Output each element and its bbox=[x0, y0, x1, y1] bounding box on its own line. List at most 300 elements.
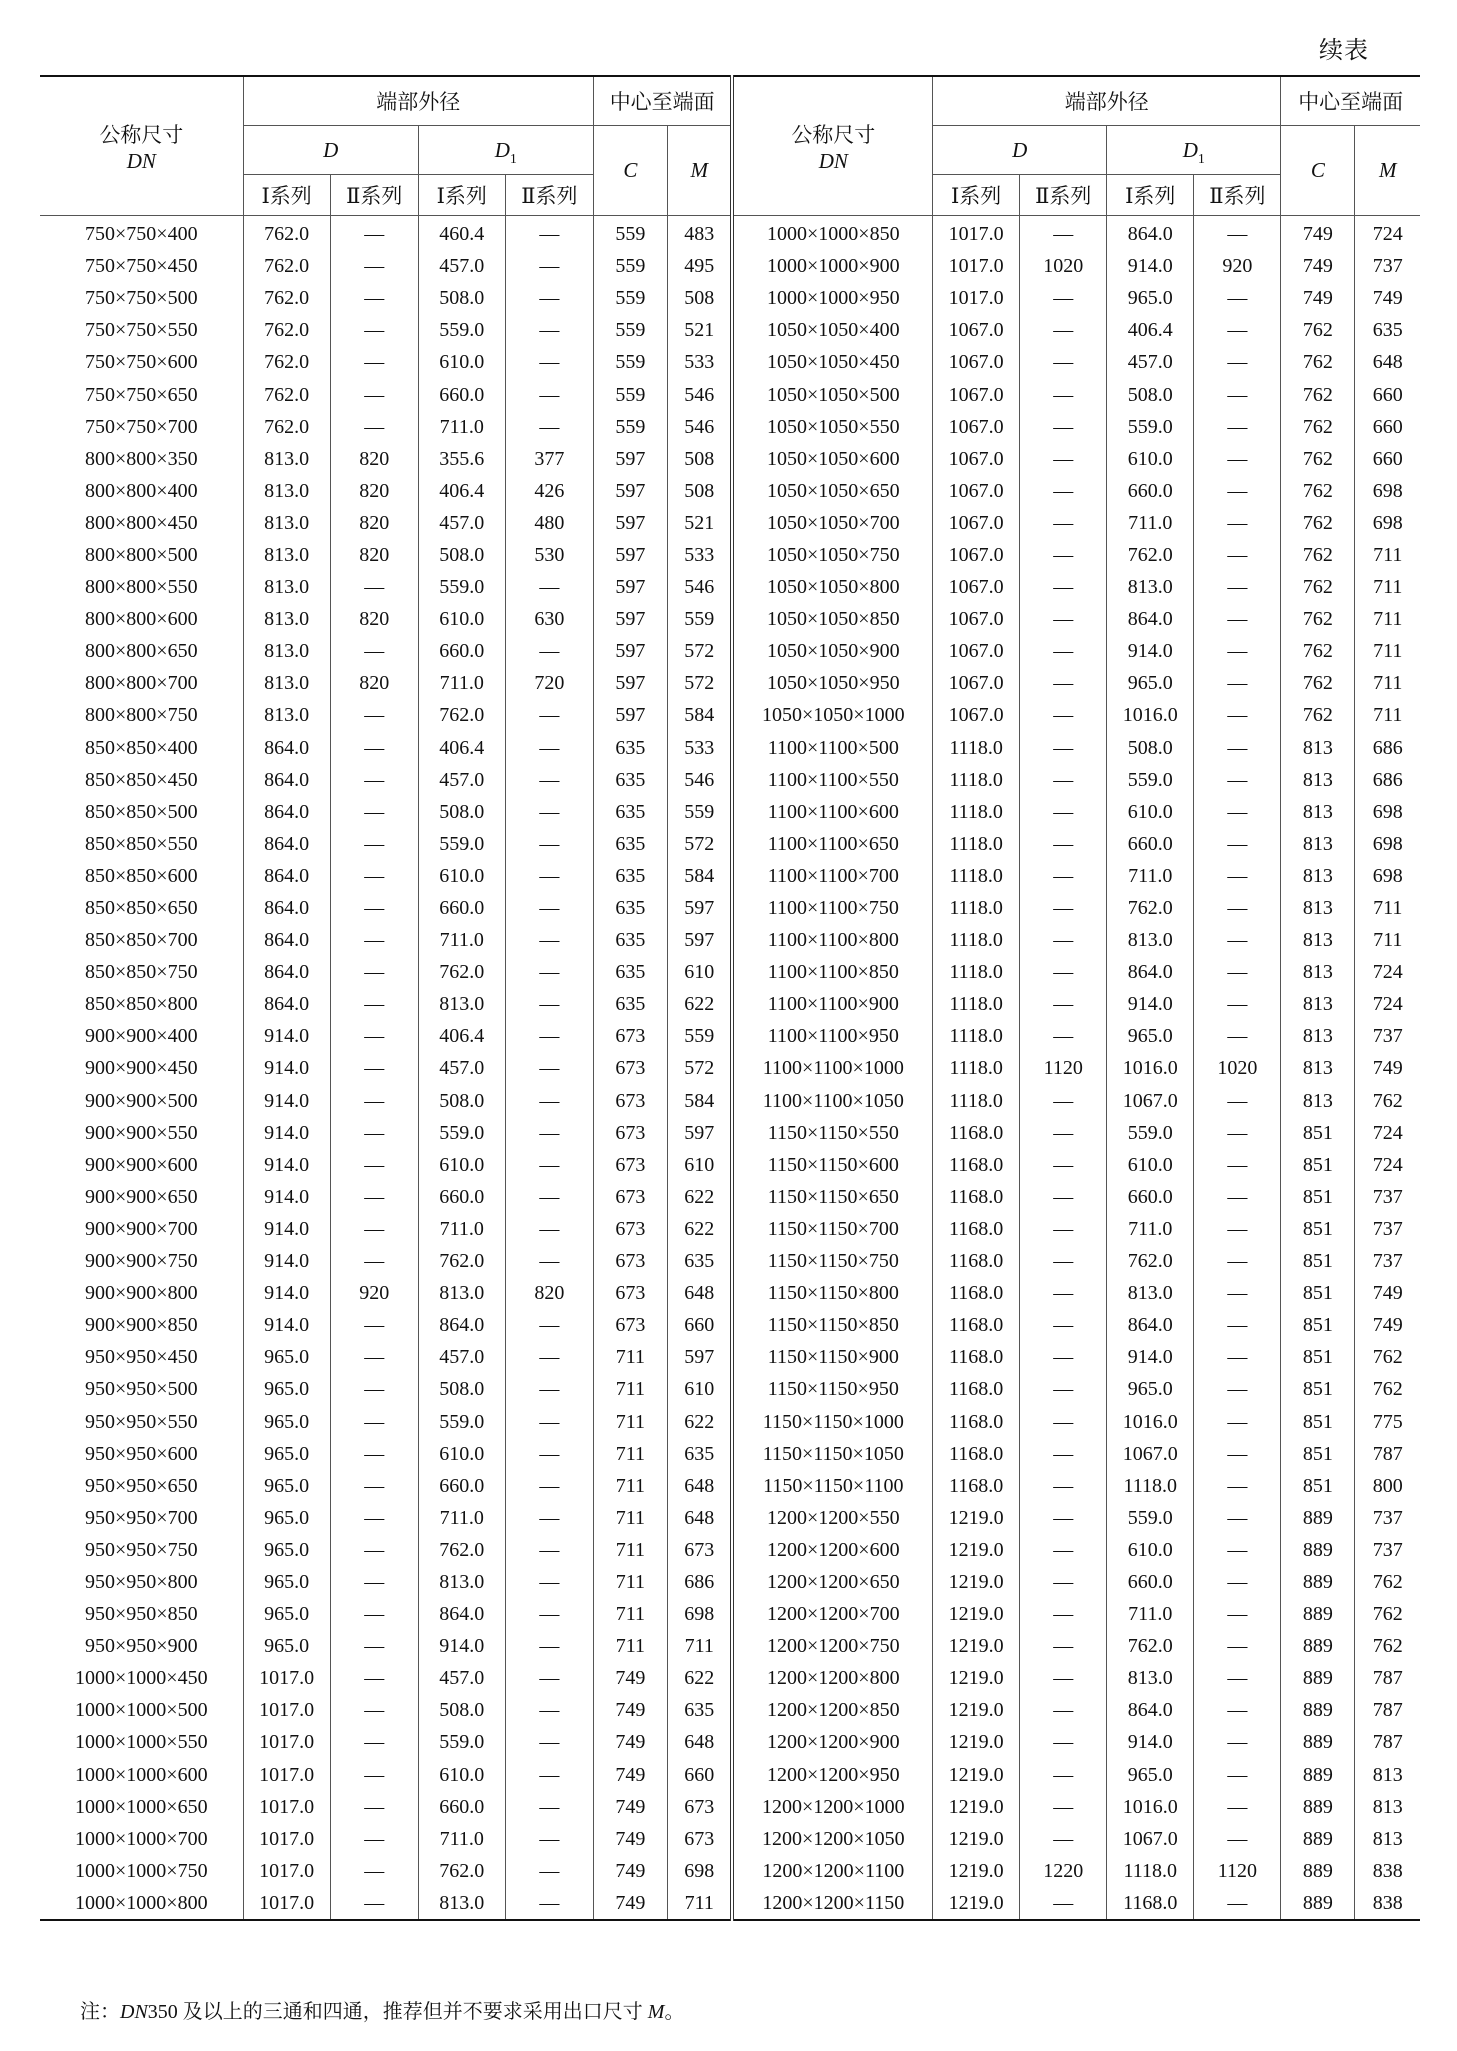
cell-d-series1-right: 1168.0 bbox=[933, 1213, 1020, 1245]
cell-d-series1-right: 1118.0 bbox=[933, 892, 1020, 924]
cell-dn-right: 1050×1050×450 bbox=[732, 346, 932, 378]
cell-d-series1: 965.0 bbox=[243, 1566, 330, 1598]
cell-m-right: 660 bbox=[1355, 378, 1420, 410]
cell-d-series2: — bbox=[330, 282, 418, 314]
note-dn: DN bbox=[120, 2001, 148, 2023]
cell-d-series2-right: — bbox=[1020, 507, 1107, 539]
cell-dn-right: 1150×1150×1050 bbox=[732, 1438, 932, 1470]
cell-c-right: 889 bbox=[1281, 1791, 1355, 1823]
cell-d-series2-right: — bbox=[1020, 314, 1107, 346]
cell-d1-series1-right: 1118.0 bbox=[1107, 1855, 1194, 1887]
cell-d1-series1-right: 660.0 bbox=[1107, 1181, 1194, 1213]
cell-d1-series1: 660.0 bbox=[418, 1470, 505, 1502]
cell-d-series1: 813.0 bbox=[243, 635, 330, 667]
cell-d1-series2-right: — bbox=[1194, 346, 1281, 378]
cell-d1-series1-right: 762.0 bbox=[1107, 1630, 1194, 1662]
cell-d-series2-right: 1120 bbox=[1020, 1052, 1107, 1084]
cell-d1-series1-right: 914.0 bbox=[1107, 635, 1194, 667]
cell-dn-right: 1200×1200×600 bbox=[732, 1534, 932, 1566]
cell-dn-right: 1050×1050×600 bbox=[732, 443, 932, 475]
cell-d1-series2: — bbox=[505, 732, 593, 764]
cell-d-series1-right: 1219.0 bbox=[933, 1694, 1020, 1726]
cell-c: 559 bbox=[593, 378, 667, 410]
cell-d1-series2-right: — bbox=[1194, 216, 1281, 251]
cell-d-series1: 762.0 bbox=[243, 282, 330, 314]
cell-dn: 850×850×500 bbox=[40, 796, 243, 828]
cell-m: 660 bbox=[667, 1759, 732, 1791]
cell-d1-series1: 559.0 bbox=[418, 571, 505, 603]
cell-d1-series1: 355.6 bbox=[418, 443, 505, 475]
cell-dn: 1000×1000×700 bbox=[40, 1823, 243, 1855]
cell-d1-series1: 914.0 bbox=[418, 1630, 505, 1662]
cell-dn-right: 1050×1050×850 bbox=[732, 603, 932, 635]
cell-c: 749 bbox=[593, 1726, 667, 1758]
cell-d-series1-right: 1118.0 bbox=[933, 796, 1020, 828]
cell-d1-series2: — bbox=[505, 571, 593, 603]
cell-dn: 750×750×450 bbox=[40, 250, 243, 282]
cell-c-right: 851 bbox=[1281, 1277, 1355, 1309]
cell-m-right: 711 bbox=[1355, 635, 1420, 667]
cell-d-series2-right: — bbox=[1020, 1438, 1107, 1470]
cell-d1-series2-right: — bbox=[1194, 1630, 1281, 1662]
cell-d1-series1-right: 864.0 bbox=[1107, 216, 1194, 251]
cell-c: 635 bbox=[593, 764, 667, 796]
cell-c: 635 bbox=[593, 988, 667, 1020]
cell-m-right: 749 bbox=[1355, 282, 1420, 314]
cell-m: 698 bbox=[667, 1598, 732, 1630]
cell-d-series2: — bbox=[330, 1405, 418, 1437]
cell-c-right: 889 bbox=[1281, 1566, 1355, 1598]
cell-c-right: 813 bbox=[1281, 764, 1355, 796]
cell-d-series2: — bbox=[330, 378, 418, 410]
cell-d1-series2: — bbox=[505, 1213, 593, 1245]
cell-d-series1-right: 1067.0 bbox=[933, 603, 1020, 635]
cell-m-right: 813 bbox=[1355, 1823, 1420, 1855]
cell-d-series2: — bbox=[330, 1630, 418, 1662]
table-row bbox=[40, 1052, 1420, 1084]
cell-d-series1-right: 1118.0 bbox=[933, 1020, 1020, 1052]
header-m-right: M bbox=[1355, 126, 1420, 216]
cell-m: 584 bbox=[667, 699, 732, 731]
note-m: M bbox=[647, 2001, 665, 2023]
cell-d1-series2-right: — bbox=[1194, 507, 1281, 539]
header-nominal-size bbox=[40, 76, 243, 216]
cell-d-series1-right: 1168.0 bbox=[933, 1373, 1020, 1405]
cell-c-right: 813 bbox=[1281, 1052, 1355, 1084]
cell-m-right: 698 bbox=[1355, 507, 1420, 539]
cell-m-right: 737 bbox=[1355, 1181, 1420, 1213]
cell-d-series2: — bbox=[330, 1662, 418, 1694]
cell-d1-series1-right: 559.0 bbox=[1107, 764, 1194, 796]
cell-d1-series1-right: 965.0 bbox=[1107, 667, 1194, 699]
cell-d-series2: 820 bbox=[330, 539, 418, 571]
cell-d-series1: 914.0 bbox=[243, 1277, 330, 1309]
cell-d-series2: — bbox=[330, 988, 418, 1020]
cell-d-series1-right: 1219.0 bbox=[933, 1855, 1020, 1887]
cell-dn: 900×900×400 bbox=[40, 1020, 243, 1052]
cell-c-right: 813 bbox=[1281, 1085, 1355, 1117]
cell-dn: 800×800×450 bbox=[40, 507, 243, 539]
cell-c: 597 bbox=[593, 475, 667, 507]
cell-c-right: 749 bbox=[1281, 282, 1355, 314]
table-row bbox=[40, 667, 1420, 699]
cell-d1-series2: — bbox=[505, 1791, 593, 1823]
cell-dn-right: 1050×1050×500 bbox=[732, 378, 932, 410]
cell-dn-right: 1200×1200×900 bbox=[732, 1726, 932, 1758]
cell-d-series1-right: 1067.0 bbox=[933, 378, 1020, 410]
cell-d1-series2: 820 bbox=[505, 1277, 593, 1309]
cell-d-series1: 813.0 bbox=[243, 539, 330, 571]
cell-dn-right: 1050×1050×800 bbox=[732, 571, 932, 603]
cell-c: 711 bbox=[593, 1534, 667, 1566]
cell-c: 597 bbox=[593, 443, 667, 475]
cell-d1-series2: — bbox=[505, 1534, 593, 1566]
table-row bbox=[40, 699, 1420, 731]
cell-m: 610 bbox=[667, 1149, 732, 1181]
cell-c: 749 bbox=[593, 1662, 667, 1694]
cell-d1-series1-right: 559.0 bbox=[1107, 1117, 1194, 1149]
cell-m-right: 660 bbox=[1355, 443, 1420, 475]
cell-d-series1: 914.0 bbox=[243, 1181, 330, 1213]
cell-d-series2-right: — bbox=[1020, 1277, 1107, 1309]
cell-d1-series2-right: — bbox=[1194, 1117, 1281, 1149]
header-d1 bbox=[418, 126, 593, 175]
cell-m: 546 bbox=[667, 378, 732, 410]
cell-d1-series1-right: 1067.0 bbox=[1107, 1823, 1194, 1855]
cell-d1-series2-right: — bbox=[1194, 1181, 1281, 1213]
cell-m: 597 bbox=[667, 1341, 732, 1373]
cell-d-series2-right: — bbox=[1020, 1213, 1107, 1245]
cell-m-right: 698 bbox=[1355, 860, 1420, 892]
cell-d1-series1-right: 762.0 bbox=[1107, 892, 1194, 924]
cell-d1-series2-right: — bbox=[1194, 1470, 1281, 1502]
cell-c-right: 762 bbox=[1281, 635, 1355, 667]
cell-m-right: 737 bbox=[1355, 250, 1420, 282]
cell-dn-right: 1200×1200×700 bbox=[732, 1598, 932, 1630]
header-nominal-size-label: 公称尺寸 bbox=[99, 122, 184, 147]
cell-d1-series1: 660.0 bbox=[418, 892, 505, 924]
cell-d1-series1-right: 914.0 bbox=[1107, 1726, 1194, 1758]
cell-d1-series2: — bbox=[505, 1823, 593, 1855]
cell-d-series1-right: 1168.0 bbox=[933, 1181, 1020, 1213]
header-d1-sub: 1 bbox=[1197, 151, 1205, 167]
cell-d1-series1: 660.0 bbox=[418, 378, 505, 410]
cell-d-series1-right: 1118.0 bbox=[933, 764, 1020, 796]
cell-m: 610 bbox=[667, 1373, 732, 1405]
cell-d1-series2: — bbox=[505, 796, 593, 828]
table-row bbox=[40, 1277, 1420, 1309]
cell-d1-series2: — bbox=[505, 764, 593, 796]
cell-d-series1: 813.0 bbox=[243, 443, 330, 475]
cell-c: 597 bbox=[593, 699, 667, 731]
cell-d1-series2-right: — bbox=[1194, 571, 1281, 603]
cell-d1-series2-right: 920 bbox=[1194, 250, 1281, 282]
cell-d-series1: 762.0 bbox=[243, 378, 330, 410]
cell-c-right: 851 bbox=[1281, 1149, 1355, 1181]
cell-d-series2-right: — bbox=[1020, 988, 1107, 1020]
cell-d1-series1: 610.0 bbox=[418, 1438, 505, 1470]
header-d-right: D bbox=[933, 126, 1107, 175]
cell-c-right: 851 bbox=[1281, 1213, 1355, 1245]
cell-dn: 950×950×650 bbox=[40, 1470, 243, 1502]
cell-m-right: 724 bbox=[1355, 988, 1420, 1020]
cell-c: 635 bbox=[593, 860, 667, 892]
cell-dn-right: 1200×1200×850 bbox=[732, 1694, 932, 1726]
cell-d1-series1: 813.0 bbox=[418, 988, 505, 1020]
cell-m: 648 bbox=[667, 1470, 732, 1502]
cell-d-series2: — bbox=[330, 1887, 418, 1920]
cell-m-right: 749 bbox=[1355, 1277, 1420, 1309]
cell-d-series1: 864.0 bbox=[243, 764, 330, 796]
cell-c: 673 bbox=[593, 1149, 667, 1181]
cell-d-series1-right: 1067.0 bbox=[933, 539, 1020, 571]
cell-d-series1: 1017.0 bbox=[243, 1855, 330, 1887]
cell-c-right: 749 bbox=[1281, 216, 1355, 251]
cell-m: 622 bbox=[667, 988, 732, 1020]
cell-d-series2-right: — bbox=[1020, 1534, 1107, 1566]
cell-d-series1-right: 1118.0 bbox=[933, 828, 1020, 860]
cell-d-series1-right: 1067.0 bbox=[933, 635, 1020, 667]
cell-d-series2-right: — bbox=[1020, 571, 1107, 603]
cell-d-series2-right: — bbox=[1020, 1117, 1107, 1149]
cell-d1-series1: 610.0 bbox=[418, 603, 505, 635]
cell-d-series1: 965.0 bbox=[243, 1630, 330, 1662]
cell-d-series2: — bbox=[330, 250, 418, 282]
cell-d-series1: 965.0 bbox=[243, 1373, 330, 1405]
cell-d-series2-right: — bbox=[1020, 860, 1107, 892]
cell-dn-right: 1100×1100×850 bbox=[732, 956, 932, 988]
cell-d-series1-right: 1219.0 bbox=[933, 1598, 1020, 1630]
cell-d1-series2: — bbox=[505, 1085, 593, 1117]
cell-d-series2-right: — bbox=[1020, 1149, 1107, 1181]
cell-dn-right: 1100×1100×900 bbox=[732, 988, 932, 1020]
cell-d-series2-right: — bbox=[1020, 699, 1107, 731]
cell-d1-series1-right: 864.0 bbox=[1107, 603, 1194, 635]
cell-dn: 900×900×650 bbox=[40, 1181, 243, 1213]
cell-d1-series2-right: — bbox=[1194, 1341, 1281, 1373]
cell-c-right: 851 bbox=[1281, 1245, 1355, 1277]
cell-m: 597 bbox=[667, 892, 732, 924]
cell-d-series2: — bbox=[330, 411, 418, 443]
cell-d-series2-right: — bbox=[1020, 1726, 1107, 1758]
cell-d1-series2: 426 bbox=[505, 475, 593, 507]
cell-d1-series1: 610.0 bbox=[418, 1759, 505, 1791]
cell-d1-series1: 610.0 bbox=[418, 1149, 505, 1181]
cell-dn: 1000×1000×500 bbox=[40, 1694, 243, 1726]
table-row bbox=[40, 796, 1420, 828]
cell-m-right: 635 bbox=[1355, 314, 1420, 346]
cell-d-series1-right: 1219.0 bbox=[933, 1502, 1020, 1534]
cell-d-series1-right: 1219.0 bbox=[933, 1662, 1020, 1694]
cell-dn: 850×850×400 bbox=[40, 732, 243, 764]
cell-c: 597 bbox=[593, 539, 667, 571]
cell-d1-series2-right: — bbox=[1194, 828, 1281, 860]
cell-d-series1: 762.0 bbox=[243, 314, 330, 346]
cell-dn: 850×850×450 bbox=[40, 764, 243, 796]
cell-c-right: 813 bbox=[1281, 956, 1355, 988]
cell-d-series1-right: 1067.0 bbox=[933, 667, 1020, 699]
cell-d-series1: 762.0 bbox=[243, 411, 330, 443]
cell-d1-series2: — bbox=[505, 1438, 593, 1470]
cell-c-right: 762 bbox=[1281, 507, 1355, 539]
cell-dn-right: 1000×1000×850 bbox=[732, 216, 932, 251]
cell-d-series2: — bbox=[330, 314, 418, 346]
cell-d-series2: — bbox=[330, 732, 418, 764]
table-row bbox=[40, 892, 1420, 924]
table-row bbox=[40, 635, 1420, 667]
cell-m: 572 bbox=[667, 1052, 732, 1084]
cell-d-series1: 965.0 bbox=[243, 1534, 330, 1566]
table-row bbox=[40, 314, 1420, 346]
cell-d-series1: 965.0 bbox=[243, 1438, 330, 1470]
cell-m-right: 648 bbox=[1355, 346, 1420, 378]
cell-c: 673 bbox=[593, 1213, 667, 1245]
cell-d-series2-right: — bbox=[1020, 1181, 1107, 1213]
cell-d-series1: 864.0 bbox=[243, 796, 330, 828]
header-d-series1-right: Ⅰ系列 bbox=[933, 175, 1020, 216]
cell-m-right: 686 bbox=[1355, 764, 1420, 796]
header-d: D bbox=[243, 126, 418, 175]
table-row bbox=[40, 1759, 1420, 1791]
cell-c: 673 bbox=[593, 1052, 667, 1084]
cell-dn: 800×800×700 bbox=[40, 667, 243, 699]
cell-d1-series2: — bbox=[505, 378, 593, 410]
cell-m: 660 bbox=[667, 1309, 732, 1341]
cell-c: 749 bbox=[593, 1823, 667, 1855]
cell-d-series2-right: 1020 bbox=[1020, 250, 1107, 282]
cell-c-right: 813 bbox=[1281, 892, 1355, 924]
cell-c: 673 bbox=[593, 1245, 667, 1277]
header-dn-label: DN bbox=[126, 148, 156, 173]
cell-m: 610 bbox=[667, 956, 732, 988]
cell-c-right: 889 bbox=[1281, 1502, 1355, 1534]
cell-m: 673 bbox=[667, 1534, 732, 1566]
cell-c-right: 889 bbox=[1281, 1694, 1355, 1726]
header-center-to-end: 中心至端面 bbox=[593, 76, 732, 126]
cell-c: 559 bbox=[593, 216, 667, 251]
header-d1-sub: 1 bbox=[509, 151, 517, 167]
cell-d-series2: 820 bbox=[330, 603, 418, 635]
cell-d1-series1-right: 1016.0 bbox=[1107, 1052, 1194, 1084]
cell-c: 635 bbox=[593, 924, 667, 956]
cell-d1-series1: 610.0 bbox=[418, 346, 505, 378]
cell-c-right: 762 bbox=[1281, 667, 1355, 699]
cell-d-series2: — bbox=[330, 1213, 418, 1245]
cell-d1-series2: — bbox=[505, 1598, 593, 1630]
table-row bbox=[40, 1438, 1420, 1470]
cell-d-series1-right: 1168.0 bbox=[933, 1309, 1020, 1341]
cell-d-series1: 1017.0 bbox=[243, 1759, 330, 1791]
cell-m: 673 bbox=[667, 1791, 732, 1823]
cell-d1-series2-right: — bbox=[1194, 892, 1281, 924]
cell-d1-series2-right: — bbox=[1194, 667, 1281, 699]
cell-m-right: 737 bbox=[1355, 1534, 1420, 1566]
cell-d-series1: 813.0 bbox=[243, 603, 330, 635]
cell-d1-series1-right: 1067.0 bbox=[1107, 1438, 1194, 1470]
cell-d1-series1: 406.4 bbox=[418, 1020, 505, 1052]
table-row bbox=[40, 603, 1420, 635]
cell-d1-series1: 711.0 bbox=[418, 1502, 505, 1534]
cell-d-series2: — bbox=[330, 1373, 418, 1405]
cell-d-series2-right: — bbox=[1020, 1823, 1107, 1855]
cell-d-series2: — bbox=[330, 346, 418, 378]
cell-dn-right: 1150×1150×700 bbox=[732, 1213, 932, 1245]
cell-d-series1-right: 1118.0 bbox=[933, 1052, 1020, 1084]
cell-d-series2: — bbox=[330, 216, 418, 251]
note-prefix: 注： bbox=[80, 2001, 120, 2023]
cell-m: 597 bbox=[667, 1117, 732, 1149]
cell-d-series2-right: — bbox=[1020, 1791, 1107, 1823]
header-c-right: C bbox=[1281, 126, 1355, 216]
cell-dn: 800×800×550 bbox=[40, 571, 243, 603]
cell-d1-series2: — bbox=[505, 411, 593, 443]
cell-d1-series1-right: 1016.0 bbox=[1107, 699, 1194, 731]
cell-m: 572 bbox=[667, 828, 732, 860]
cell-d1-series2: — bbox=[505, 346, 593, 378]
cell-d1-series2-right: — bbox=[1194, 282, 1281, 314]
cell-dn-right: 1100×1100×800 bbox=[732, 924, 932, 956]
cell-d1-series2-right: — bbox=[1194, 1149, 1281, 1181]
cell-c-right: 851 bbox=[1281, 1181, 1355, 1213]
cell-m: 673 bbox=[667, 1823, 732, 1855]
table-row bbox=[40, 1502, 1420, 1534]
cell-m-right: 737 bbox=[1355, 1502, 1420, 1534]
cell-d-series2-right: — bbox=[1020, 796, 1107, 828]
cell-d1-series1-right: 406.4 bbox=[1107, 314, 1194, 346]
cell-d1-series1: 457.0 bbox=[418, 1341, 505, 1373]
cell-d-series1-right: 1219.0 bbox=[933, 1726, 1020, 1758]
cell-c: 673 bbox=[593, 1181, 667, 1213]
cell-dn: 900×900×850 bbox=[40, 1309, 243, 1341]
cell-d-series2-right: — bbox=[1020, 956, 1107, 988]
cell-d1-series1-right: 559.0 bbox=[1107, 1502, 1194, 1534]
cell-d1-series1-right: 1118.0 bbox=[1107, 1470, 1194, 1502]
note-suffix: 。 bbox=[664, 2001, 685, 2023]
cell-d-series1-right: 1168.0 bbox=[933, 1149, 1020, 1181]
table-header bbox=[40, 76, 1420, 216]
cell-d1-series1-right: 610.0 bbox=[1107, 1149, 1194, 1181]
cell-m-right: 787 bbox=[1355, 1726, 1420, 1758]
table-row bbox=[40, 1341, 1420, 1373]
cell-d-series1: 813.0 bbox=[243, 475, 330, 507]
cell-dn-right: 1100×1100×750 bbox=[732, 892, 932, 924]
cell-d1-series2-right: — bbox=[1194, 764, 1281, 796]
cell-dn-right: 1000×1000×900 bbox=[732, 250, 932, 282]
cell-d1-series1: 457.0 bbox=[418, 764, 505, 796]
cell-d1-series2: — bbox=[505, 892, 593, 924]
cell-c: 711 bbox=[593, 1405, 667, 1437]
cell-m: 584 bbox=[667, 1085, 732, 1117]
cell-d1-series1: 457.0 bbox=[418, 1052, 505, 1084]
cell-d-series2: 820 bbox=[330, 475, 418, 507]
cell-d-series1: 864.0 bbox=[243, 956, 330, 988]
cell-d-series2-right: — bbox=[1020, 1759, 1107, 1791]
cell-dn-right: 1050×1050×650 bbox=[732, 475, 932, 507]
cell-d1-series2-right: 1020 bbox=[1194, 1052, 1281, 1084]
cell-d-series1-right: 1017.0 bbox=[933, 216, 1020, 251]
cell-d1-series2: — bbox=[505, 1662, 593, 1694]
cell-m-right: 749 bbox=[1355, 1052, 1420, 1084]
cell-d1-series1: 559.0 bbox=[418, 1405, 505, 1437]
cell-d-series2: 820 bbox=[330, 667, 418, 699]
cell-m-right: 737 bbox=[1355, 1245, 1420, 1277]
cell-m-right: 686 bbox=[1355, 732, 1420, 764]
cell-d1-series1-right: 965.0 bbox=[1107, 1020, 1194, 1052]
cell-d-series2: 820 bbox=[330, 443, 418, 475]
cell-d1-series2: — bbox=[505, 699, 593, 731]
cell-c-right: 762 bbox=[1281, 603, 1355, 635]
cell-c-right: 851 bbox=[1281, 1470, 1355, 1502]
